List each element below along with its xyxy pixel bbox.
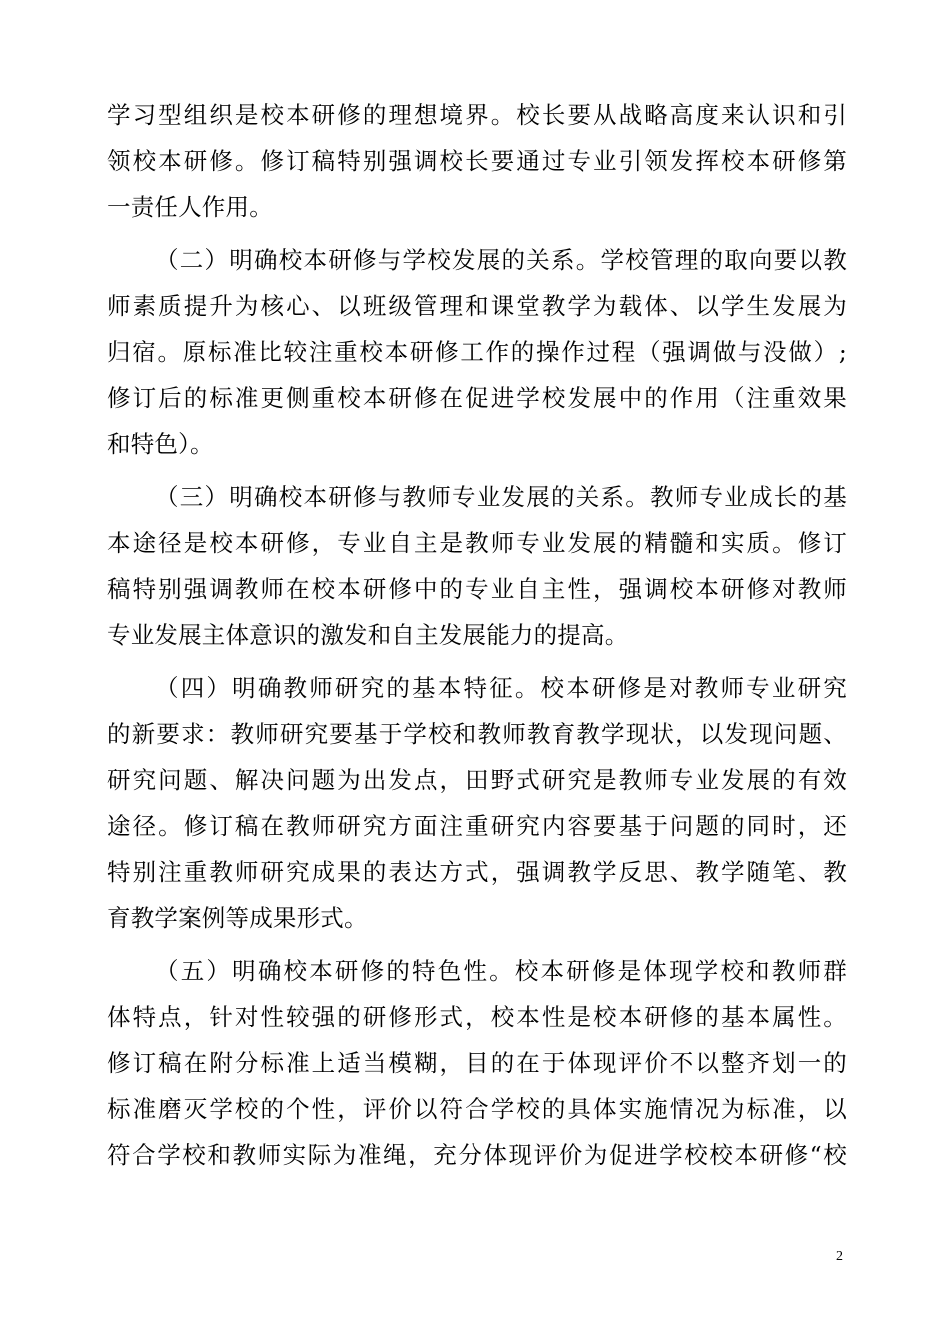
paragraph-start-line: （二）明确校本研修与学校发展的关系。学校管理的取向要以教 (155, 246, 847, 274)
text-line: 稿特别强调教师在校本研修中的专业自主性，强调校本研修对教师 (107, 575, 847, 603)
text-line: 一责任人作用。 (107, 193, 273, 221)
text-line: 学习型组织是校本研修的理想境界。校长要从战略高度来认识和引 (107, 101, 847, 129)
text-line: 研究问题、解决问题为出发点，田野式研究是教师专业发展的有效 (107, 766, 847, 794)
page-number: 2 (836, 1249, 843, 1264)
document-body (107, 92, 847, 1178)
text-line: 符合学校和教师实际为准绳，充分体现评价为促进学校校本研修“校 (107, 1141, 847, 1169)
text-line: 师素质提升为核心、以班级管理和课堂教学为载体、以学生发展为 (107, 292, 847, 320)
paragraph-start-line: （五）明确校本研修的特色性。校本研修是体现学校和教师群 (155, 957, 847, 985)
paragraph-start-line: （四）明确教师研究的基本特征。校本研修是对教师专业研究 (155, 674, 847, 702)
text-line: 特别注重教师研究成果的表达方式，强调教学反思、教学随笔、教 (107, 858, 847, 886)
text-line: 修订稿在附分标准上适当模糊，目的在于体现评价不以整齐划一的 (107, 1049, 847, 1077)
text-line: 和特色）。 (107, 430, 214, 458)
text-line: 育教学案例等成果形式。 (107, 904, 368, 932)
text-line: 的新要求：教师研究要基于学校和教师教育教学现状，以发现问题、 (107, 720, 847, 748)
text-line: 标准磨灭学校的个性，评价以符合学校的具体实施情况为标准，以 (107, 1095, 847, 1123)
text-line: 途径。修订稿在教师研究方面注重研究内容要基于问题的同时，还 (107, 812, 847, 840)
text-line: 专业发展主体意识的激发和自主发展能力的提高。 (107, 621, 629, 649)
text-line: 体特点，针对性较强的研修形式，校本性是校本研修的基本属性。 (107, 1003, 847, 1031)
text-line: 归宿。原标准比较注重校本研修工作的操作过程（强调做与没做）; (107, 338, 847, 366)
paragraph-start-line: （三）明确校本研修与教师专业发展的关系。教师专业成长的基 (155, 483, 847, 511)
text-line: 本途径是校本研修，专业自主是教师专业发展的精髓和实质。修订 (107, 529, 847, 557)
text-line: 领校本研修。修订稿特别强调校长要通过专业引领发挥校本研修第 (107, 147, 847, 175)
text-line: 修订后的标准更侧重校本研修在促进学校发展中的作用（注重效果 (107, 384, 847, 412)
